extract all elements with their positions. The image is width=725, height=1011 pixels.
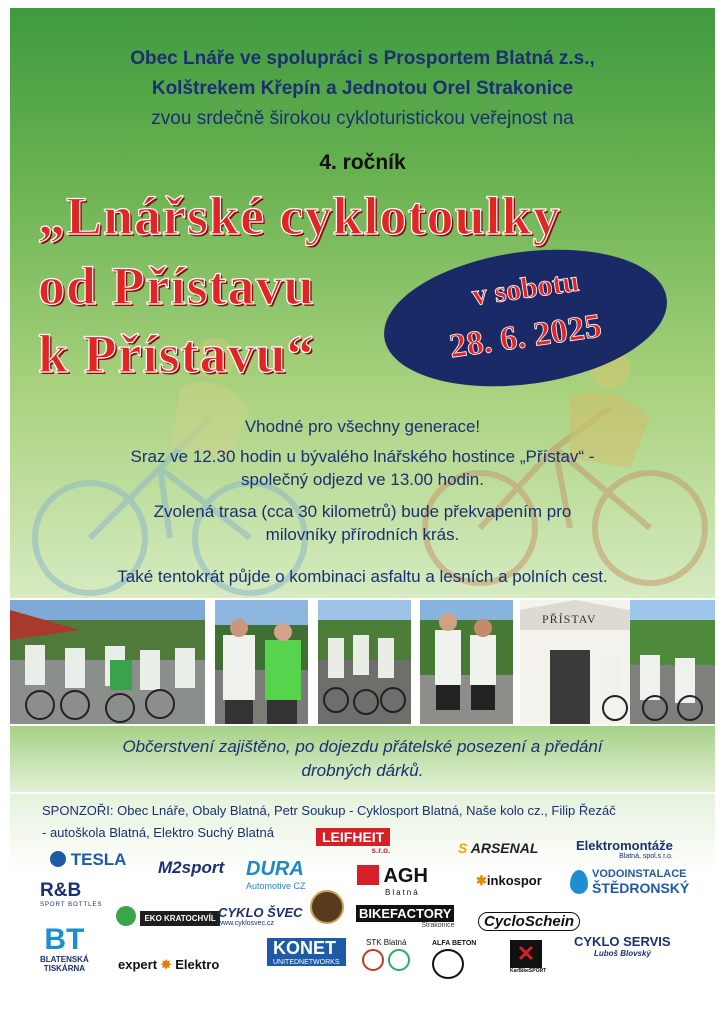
event-title-line-2: od Přístavu bbox=[38, 256, 315, 316]
inkospor-icon: ✱ bbox=[476, 873, 487, 888]
event-title-line-3: k Přístavu“ bbox=[38, 324, 315, 384]
photo-couple bbox=[420, 600, 513, 724]
info-surface: Také tentokrát půjde o kombinaci asfaltu a lesních a polních cest. bbox=[117, 567, 608, 586]
info-generations: Vhodné pro všechny generace! bbox=[244, 417, 481, 436]
stk-logo: STK Blatná bbox=[362, 938, 410, 976]
tesla-icon bbox=[50, 851, 66, 867]
event-title-line-1: „Lnářské cyklotoulky bbox=[38, 186, 561, 246]
vodoinstalace-logo: VODOINSTALACE ŠTĚDRONSKÝ bbox=[570, 868, 689, 896]
cycloschein-logo: CycloSchein bbox=[478, 912, 580, 931]
elektromontaze-logo: Elektromontáže Blatná, spol.s r.o. bbox=[576, 838, 673, 860]
info-meeting-line-2: společný odjezd ve 13.00 hodin. bbox=[241, 470, 484, 489]
bikefactory-logo: BIKEFACTORY Strakonice bbox=[356, 905, 454, 929]
photo-group-2 bbox=[215, 600, 308, 724]
karbike-x-icon: ✕ bbox=[510, 940, 542, 968]
stk-badge-icon bbox=[362, 949, 384, 971]
m2sport-logo: M2sport bbox=[158, 858, 225, 877]
pristav-sign: PŘÍSTAV bbox=[542, 612, 597, 626]
agh-icon bbox=[357, 865, 379, 885]
sponsors-line-2: - autoškola Blatná, Elektro Suchý Blatná bbox=[42, 825, 274, 840]
info-meeting bbox=[10, 445, 715, 491]
date-value: 28. 6. 2025 bbox=[447, 307, 604, 366]
konet-logo: KONET UNITEDNETWORKS bbox=[267, 938, 346, 966]
alfabeton-circle-icon bbox=[432, 949, 464, 979]
arsenal-swoosh-icon: S bbox=[458, 840, 468, 856]
closing-line-2: drobných dárků. bbox=[301, 761, 424, 780]
date-weekday: v sobotu bbox=[469, 264, 581, 313]
closing-text bbox=[10, 735, 715, 783]
expert-star-icon: ✸ bbox=[160, 957, 172, 972]
info-meeting-line-1: Sraz ve 12.30 hodin u bývalého lnářského hostince „Přístav“ - bbox=[130, 447, 595, 466]
intro-line-3: zvou srdečně širokou cykloturistickou veřejnost na bbox=[151, 108, 574, 129]
stk-badge-icon-2 bbox=[388, 949, 410, 971]
ekokratochvil-logo: EKO KRATOCHVÍL bbox=[116, 906, 220, 926]
cykloservis-logo: CYKLO SERVIS Luboš Blovský bbox=[574, 934, 671, 958]
photo-group-3 bbox=[318, 600, 411, 724]
intro-line-1: Obec Lnáře ve spolupráci s Prosportem Blatná z.s., bbox=[130, 48, 595, 69]
intro-block bbox=[10, 44, 715, 134]
arsenal-logo: S ARSENAL bbox=[458, 840, 539, 856]
tesla-logo: TESLA bbox=[50, 850, 126, 870]
info-route-line-1: Zvolená trasa (cca 30 kilometrů) bude překvapením pro bbox=[153, 502, 572, 521]
closing-line-1: Občerstvení zajištěno, po dojezdu přátelské posezení a předání bbox=[122, 737, 603, 756]
inkospor-logo: ✱inkospor bbox=[476, 873, 542, 888]
medal-logo bbox=[310, 890, 344, 924]
closing-panel bbox=[10, 726, 715, 792]
leifheit-logo: LEIFHEIT s.r.o. bbox=[316, 828, 390, 855]
dura-logo: DURA Automotive CZ bbox=[246, 858, 306, 891]
photo-pristav-building bbox=[520, 600, 715, 724]
cyklosvec-logo: CYKLO ŠVEC www.cyklosvec.cz bbox=[218, 905, 303, 927]
photo-strip bbox=[10, 600, 715, 724]
expert-elektro-logo: expert ✸ Elektro bbox=[118, 957, 220, 972]
sponsors-line-1: Obec Lnáře, Obaly Blatná, Petr Soukup - Cyklosport Blatná, Naše kolo cz., Filip Řezáč bbox=[113, 803, 616, 818]
karbike-logo: ✕ KarBikeSPORT bbox=[510, 941, 547, 974]
info-route-line-2: milovníky přírodních krás. bbox=[265, 525, 460, 544]
sponsors-label: SPONZOŘI: bbox=[42, 803, 114, 818]
edition-label: 4. ročník bbox=[319, 151, 406, 174]
water-drop-icon bbox=[570, 870, 588, 894]
rb-logo: R&B SPORT BOTTLES bbox=[40, 880, 103, 908]
leaf-icon bbox=[116, 906, 136, 926]
alfabeton-logo: ALFA BETON bbox=[432, 940, 476, 979]
photo-group-1 bbox=[10, 600, 205, 724]
intro-line-2: Kolštrekem Křepín a Jednotou Orel Strakonice bbox=[151, 78, 574, 99]
agh-logo: AGH Blatná bbox=[357, 865, 428, 897]
info-route bbox=[10, 500, 715, 546]
bt-logo: BT BLATENSKÁ TISKÁRNA bbox=[40, 923, 89, 973]
